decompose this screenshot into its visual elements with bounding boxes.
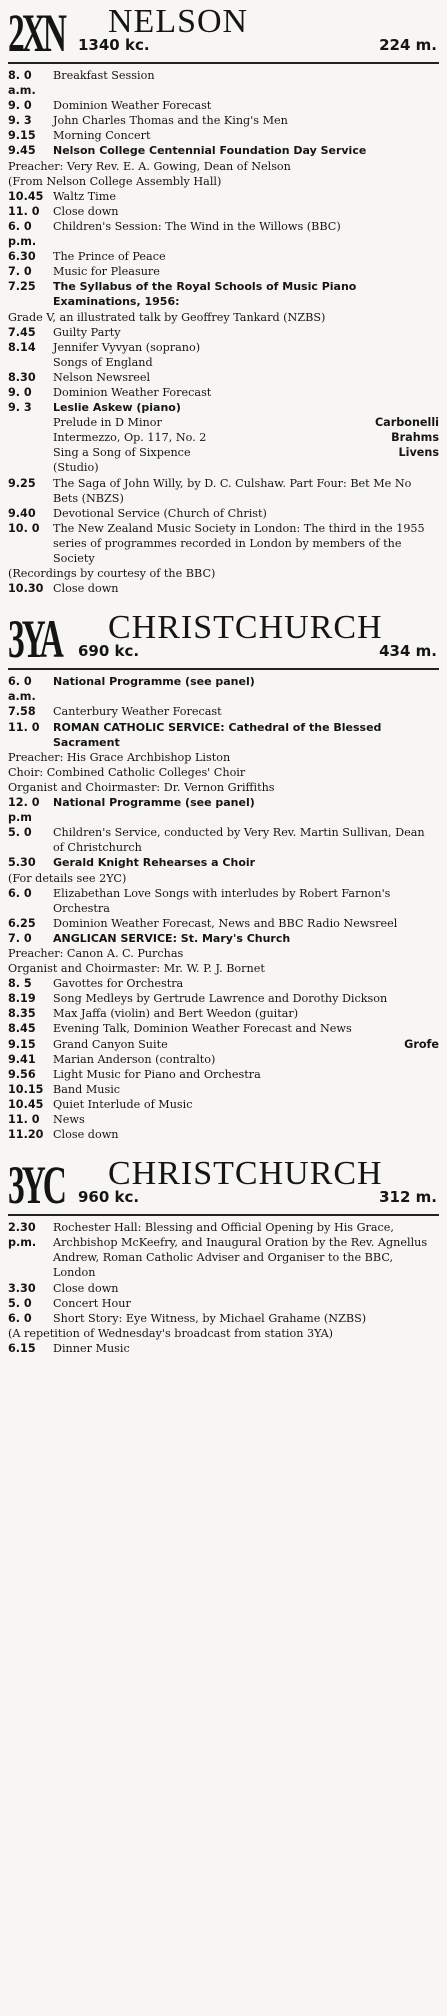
programme-time: 9.15 xyxy=(8,1037,36,1051)
programme-row xyxy=(8,1341,439,1356)
programme-title: Song Medleys by Gertrude Lawrence and Dorothy Dickson xyxy=(53,992,388,1006)
station-header xyxy=(8,1156,439,1214)
programme-row xyxy=(8,400,439,415)
programme-item xyxy=(8,98,439,113)
programme-time: 9. 3 xyxy=(8,401,32,415)
programme-title: The Prince of Peace xyxy=(53,250,166,264)
detail-work: (Studio) xyxy=(53,461,99,475)
programme-title: Devotional Service (Church of Christ) xyxy=(53,506,267,520)
programme-time: 10.15 xyxy=(8,1082,44,1096)
programme-item xyxy=(8,1281,439,1296)
programme-title: The Syllabus of the Royal Schools of Music Piano Examinations, 1956: xyxy=(53,280,357,309)
station-wavelength: 312 m. xyxy=(379,1188,437,1207)
programme-row xyxy=(8,976,439,991)
station-wavelength: 224 m. xyxy=(379,36,437,54)
programme-title: Rochester Hall: Blessing and Official Opening by His Grace, Archbishop McKeefry, and Inaugural Oration by the Rev. Agnellus Andrew, Roman Catholic Adviser and Organiser to the BBC, London xyxy=(53,1221,428,1280)
programme-row xyxy=(8,219,439,249)
programme-note: (Recordings by courtesy of the BBC) xyxy=(8,567,216,581)
programme-title: Grand Canyon Suite xyxy=(53,1037,168,1051)
programme-time: 8. 5 xyxy=(8,977,32,991)
programme-title: Children's Session: The Wind in the Willows (BBC) xyxy=(53,219,341,233)
programme-item xyxy=(8,1067,439,1082)
programme-title: Short Story: Eye Witness, by Michael Grahame (NZBS) xyxy=(53,1311,367,1325)
programme-time: 7. 0 xyxy=(8,931,32,945)
programme-title: Gerald Knight Rehearses a Choir xyxy=(53,856,256,870)
programme-time: 6.30 xyxy=(8,250,36,264)
programme-row xyxy=(8,113,439,128)
programme-title: Breakfast Session xyxy=(53,69,155,82)
programme-title: Concert Hour xyxy=(53,1296,131,1310)
programme-title: Elizabethan Love Songs with interludes by Robert Farnon's Orchestra xyxy=(53,886,391,915)
programme-item xyxy=(8,204,439,219)
programme-title: Waltz Time xyxy=(53,189,116,203)
programme-row xyxy=(8,128,439,143)
programme-time: 8.14 xyxy=(8,340,36,354)
detail-work: Intermezzo, Op. 117, No. 2 xyxy=(53,431,207,445)
programme-time: 11. 0 xyxy=(8,204,40,218)
programme-row xyxy=(8,1281,439,1296)
programme-item xyxy=(8,1220,439,1280)
programme-time: 11. 0 xyxy=(8,720,40,734)
programme-title: Band Music xyxy=(53,1082,121,1096)
programme-title: National Programme (see panel) xyxy=(53,675,255,689)
programme-note: (A repetition of Wednesday's broadcast from station 3YA) xyxy=(8,1326,334,1340)
programme-row xyxy=(8,325,439,340)
programme-item xyxy=(8,976,439,991)
programme-row xyxy=(8,476,439,506)
programme-row xyxy=(8,1067,439,1082)
programme-title: Dominion Weather Forecast xyxy=(53,99,212,113)
programme-time: 8.19 xyxy=(8,992,36,1006)
programme-item xyxy=(8,1021,439,1036)
programme-time: 5. 0 xyxy=(8,1296,32,1310)
programme-row xyxy=(8,1006,439,1021)
programme-time: 8. 0 a.m. xyxy=(8,69,36,98)
programme-row xyxy=(8,68,439,98)
detail-work: Songs of England xyxy=(53,355,153,369)
programme-row xyxy=(8,1220,439,1280)
programme-item xyxy=(8,1082,439,1097)
station-frequency: 960 kc. xyxy=(78,1188,140,1207)
programme-title: Evening Talk, Dominion Weather Forecast and News xyxy=(53,1022,352,1036)
programme-note: (For details see 2YC) xyxy=(8,871,127,885)
programme-time: 6.25 xyxy=(8,916,36,930)
programme-note: Choir: Combined Catholic Colleges' Choir xyxy=(8,765,246,779)
programme-time: 7. 0 xyxy=(8,265,32,279)
station-city: NELSON xyxy=(108,3,249,40)
programme-note: Organist and Choirmaster: Dr. Vernon Griffiths xyxy=(8,780,275,794)
programme-time: 9.40 xyxy=(8,506,36,520)
station-section xyxy=(8,610,439,1142)
detail-work: Sing a Song of Sixpence xyxy=(53,446,191,460)
station-callsign: 2XN xyxy=(8,3,64,63)
programme-title: News xyxy=(53,1113,85,1126)
programme-title: Dominion Weather Forecast, News and BBC Radio Newsreel xyxy=(53,916,398,930)
programme-detail xyxy=(8,445,439,460)
programme-row xyxy=(8,385,439,400)
programme-time: 8.30 xyxy=(8,370,36,384)
programme-title: Dinner Music xyxy=(53,1341,130,1355)
programme-time: 9.15 xyxy=(8,129,36,143)
programme-time: 6. 0 a.m. xyxy=(8,675,36,704)
programme-time: 3.30 xyxy=(8,1281,36,1295)
programme-composer: Grofe xyxy=(404,1037,439,1051)
programme-time: 11. 0 xyxy=(8,1113,40,1126)
programme-row xyxy=(8,204,439,219)
programme-item xyxy=(8,370,439,385)
programme-item xyxy=(8,506,439,521)
programme-item xyxy=(8,325,439,340)
programme-time: 6.15 xyxy=(8,1341,36,1355)
programme-title: John Charles Thomas and the King's Men xyxy=(53,114,288,128)
programme-row xyxy=(8,143,439,158)
programme-item xyxy=(8,916,439,931)
programme-row xyxy=(8,886,439,916)
programme-title: Light Music for Piano and Orchestra xyxy=(53,1067,261,1081)
programme-row xyxy=(8,1112,439,1127)
programme-item xyxy=(8,1097,439,1112)
programme-row xyxy=(8,795,439,825)
station-wavelength: 434 m. xyxy=(379,642,437,661)
header-rule xyxy=(8,1214,439,1216)
programme-row xyxy=(8,264,439,279)
programme-row xyxy=(8,521,439,566)
programme-title: Children's Service, conducted by Very Rev. Martin Sullivan, Dean of Christchurch xyxy=(53,826,425,855)
programme-row xyxy=(8,1037,439,1052)
programme-row xyxy=(8,1127,439,1142)
programme-note: Organist and Choirmaster: Mr. W. P. J. Bornet xyxy=(8,962,265,976)
programme-row xyxy=(8,581,439,596)
programme-detail xyxy=(8,415,439,430)
programme-time: 2.30 p.m. xyxy=(8,1221,37,1250)
programme-item xyxy=(8,143,439,188)
programme-item xyxy=(8,1296,439,1311)
programme-title: Morning Concert xyxy=(53,129,151,143)
programme-note: Preacher: Very Rev. E. A. Gowing, Dean of Nelson xyxy=(8,159,291,173)
programme-time: 12. 0 p.m xyxy=(8,796,40,825)
programme-item xyxy=(8,1006,439,1021)
programme-row xyxy=(8,1052,439,1067)
programme-title: Nelson Newsreel xyxy=(53,370,151,384)
programme-time: 10.30 xyxy=(8,582,44,596)
header-rule xyxy=(8,62,439,64)
programme-row xyxy=(8,855,439,870)
station-city: CHRISTCHURCH xyxy=(108,609,383,647)
programme-row xyxy=(8,1296,439,1311)
detail-composer: Brahms xyxy=(391,431,439,445)
programme-note: (From Nelson College Assembly Hall) xyxy=(8,174,222,188)
programme-title: Close down xyxy=(53,204,119,218)
programme-row xyxy=(8,249,439,264)
programme-time: 5. 0 xyxy=(8,826,32,840)
programme-item xyxy=(8,931,439,976)
programme-item xyxy=(8,795,439,825)
programme-item xyxy=(8,219,439,249)
programme-title: Jennifer Vyvyan (soprano) xyxy=(53,340,201,354)
programme-time: 9.41 xyxy=(8,1052,36,1066)
programme-title: Marian Anderson (contralto) xyxy=(53,1052,216,1066)
detail-composer: Carbonelli xyxy=(374,416,439,430)
programme-note: Grade V, an illustrated talk by Geoffrey Tankard (NZBS) xyxy=(8,310,326,324)
programme-row xyxy=(8,189,439,204)
station-frequency: 690 kc. xyxy=(78,642,140,661)
programme-detail xyxy=(8,460,439,475)
programme-item xyxy=(8,674,439,704)
programme-title: ROMAN CATHOLIC SERVICE: Cathedral of the Blessed Sacrament xyxy=(53,720,382,749)
programme-row xyxy=(8,98,439,113)
programme-title: National Programme (see panel) xyxy=(53,796,255,810)
programme-row xyxy=(8,506,439,521)
programme-time: 6. 0 xyxy=(8,886,32,900)
programme-row xyxy=(8,1311,439,1326)
programme-detail xyxy=(8,355,439,370)
programme-item xyxy=(8,385,439,400)
programme-title: Nelson College Centennial Foundation Day Service xyxy=(53,144,367,158)
programme-item xyxy=(8,1037,439,1052)
programme-item xyxy=(8,340,439,370)
programme-row xyxy=(8,991,439,1006)
programme-time: 8.45 xyxy=(8,1022,36,1036)
programme-row xyxy=(8,720,439,750)
header-rule xyxy=(8,668,439,670)
programme-item xyxy=(8,886,439,916)
programme-title: Close down xyxy=(53,1281,119,1295)
programme-title: ANGLICAN SERVICE: St. Mary's Church xyxy=(53,931,291,945)
station-section xyxy=(8,4,439,596)
programme-item xyxy=(8,855,439,885)
programme-row xyxy=(8,340,439,355)
programme-time: 5.30 xyxy=(8,856,36,870)
programme-item xyxy=(8,400,439,475)
programme-row xyxy=(8,1021,439,1036)
programme-time: 6. 0 xyxy=(8,1311,32,1325)
programme-row xyxy=(8,1082,439,1097)
programme-item xyxy=(8,189,439,204)
programme-title: Canterbury Weather Forecast xyxy=(53,705,222,719)
programme-title: Close down xyxy=(53,1128,119,1142)
programme-time: 11.20 xyxy=(8,1128,44,1142)
programme-item xyxy=(8,825,439,855)
programme-time: 8.35 xyxy=(8,1007,36,1021)
programme-title: The New Zealand Music Society in London: The third in the 1955 series of programmes recorded in London by members of the Society xyxy=(53,521,425,565)
programme-time: 9. 3 xyxy=(8,114,32,128)
programme-title: The Saga of John Willy, by D. C. Culshaw. Part Four: Bet Me No Bets (NBZS) xyxy=(53,476,412,505)
programme-title: Close down xyxy=(53,582,119,596)
programme-note: Preacher: Canon A. C. Purchas xyxy=(8,946,184,960)
programme-item xyxy=(8,1127,439,1142)
programme-item xyxy=(8,1341,439,1356)
programme-item xyxy=(8,704,439,719)
programme-item xyxy=(8,1112,439,1127)
programme-time: 7.45 xyxy=(8,325,36,339)
programme-item xyxy=(8,249,439,264)
programme-title: Music for Pleasure xyxy=(53,265,160,279)
programme-time: 9. 0 xyxy=(8,385,32,399)
programme-time: 9.25 xyxy=(8,476,36,490)
programme-time: 7.25 xyxy=(8,280,36,294)
programme-item xyxy=(8,991,439,1006)
programme-time: 9.45 xyxy=(8,144,36,158)
station-header xyxy=(8,4,439,62)
programme-title: Guilty Party xyxy=(53,325,121,339)
programme-title: Quiet Interlude of Music xyxy=(53,1097,193,1111)
programme-row xyxy=(8,704,439,719)
programme-time: 7.58 xyxy=(8,705,36,719)
station-city: CHRISTCHURCH xyxy=(108,1155,383,1193)
programme-item xyxy=(8,1052,439,1067)
programme-item xyxy=(8,521,439,581)
programme-item xyxy=(8,279,439,324)
station-callsign: 3YC xyxy=(8,1155,64,1216)
programme-item xyxy=(8,476,439,506)
programme-row xyxy=(8,931,439,946)
station-frequency: 1340 kc. xyxy=(78,36,150,54)
programme-row xyxy=(8,916,439,931)
programme-title: Gavottes for Orchestra xyxy=(53,977,184,991)
detail-composer: Livens xyxy=(398,446,439,460)
programme-time: 9. 0 xyxy=(8,99,32,113)
programme-note: Preacher: His Grace Archbishop Liston xyxy=(8,750,231,764)
station-header xyxy=(8,610,439,668)
detail-work: Prelude in D Minor xyxy=(53,416,162,430)
programme-row xyxy=(8,279,439,309)
station-callsign: 3YA xyxy=(8,609,61,670)
programme-time: 6. 0 p.m. xyxy=(8,219,37,249)
programme-title: Max Jaffa (violin) and Bert Weedon (guitar) xyxy=(53,1007,299,1021)
programme-time: 9.56 xyxy=(8,1067,36,1081)
programme-item xyxy=(8,264,439,279)
programme-time: 10.45 xyxy=(8,189,44,203)
programme-row xyxy=(8,370,439,385)
programme-item xyxy=(8,720,439,795)
programme-row xyxy=(8,825,439,855)
programme-row xyxy=(8,1097,439,1112)
programme-item xyxy=(8,113,439,128)
programme-title: Leslie Askew (piano) xyxy=(53,401,181,415)
programme-time: 10.45 xyxy=(8,1097,44,1111)
programme-item xyxy=(8,1311,439,1341)
programme-time: 10. 0 xyxy=(8,521,40,535)
programme-detail xyxy=(8,430,439,445)
programme-title: Dominion Weather Forecast xyxy=(53,385,212,399)
programme-item xyxy=(8,128,439,143)
programme-item xyxy=(8,581,439,596)
programme-item xyxy=(8,68,439,98)
programme-row xyxy=(8,674,439,704)
station-section xyxy=(8,1156,439,1356)
